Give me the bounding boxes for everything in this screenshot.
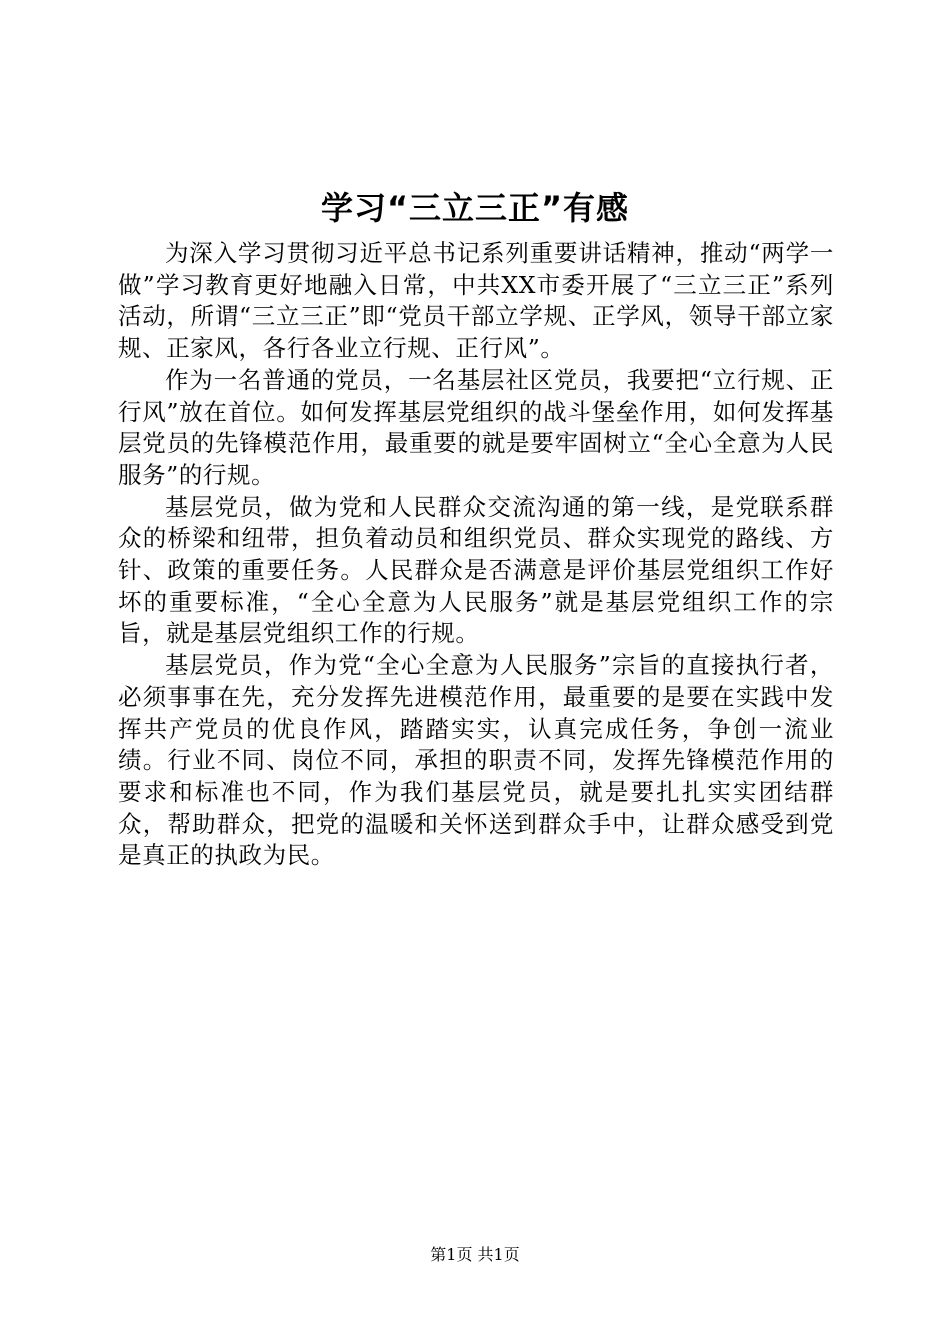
document-title: 学习“三立三正”有感	[320, 189, 630, 227]
document-body	[118, 238, 834, 872]
paragraph: 基层党员，做为党和人民群众交流沟通的第一线，是党联系群众的桥梁和纽带，担负着动员和组织党员、群众实现党的路线、方针、政策的重要任务。人民群众是否满意是评价基层党组织工作好坏的重要标准，“全心全意为人民服务”就是基层党组织工作的宗旨，就是基层党组织工作的行规。	[118, 492, 834, 648]
paragraph: 作为一名普通的党员，一名基层社区党员，我要把“立行规、正行风”放在首位。如何发挥基层党组织的战斗堡垒作用，如何发挥基层党员的先锋模范作用，最重要的就是要牢固树立“全心全意为人民服务”的行规。	[118, 365, 834, 489]
paragraph: 为深入学习贯彻习近平总书记系列重要讲话精神，推动“两学一做”学习教育更好地融入日常，中共XX市委开展了“三立三正”系列活动，所谓“三立三正”即“党员干部立学规、正学风，领导干部立家规、正家风，各行各业立行规、正行风”。	[118, 239, 834, 363]
page-number-footer: 第1页 共1页	[430, 1245, 520, 1264]
paragraph: 基层党员，作为党“全心全意为人民服务”宗旨的直接执行者，必须事事在先，充分发挥先进模范作用，最重要的是要在实践中发挥共产党员的优良作风，踏踏实实，认真完成任务，争创一流业绩。行业不同、岗位不同，承担的职责不同，发挥先锋模范作用的要求和标准也不同，作为我们基层党员，就是要扎扎实实团结群众，帮助群众，把党的温暖和关怀送到群众手中，让群众感受到党是真正的执政为民。	[118, 651, 834, 870]
